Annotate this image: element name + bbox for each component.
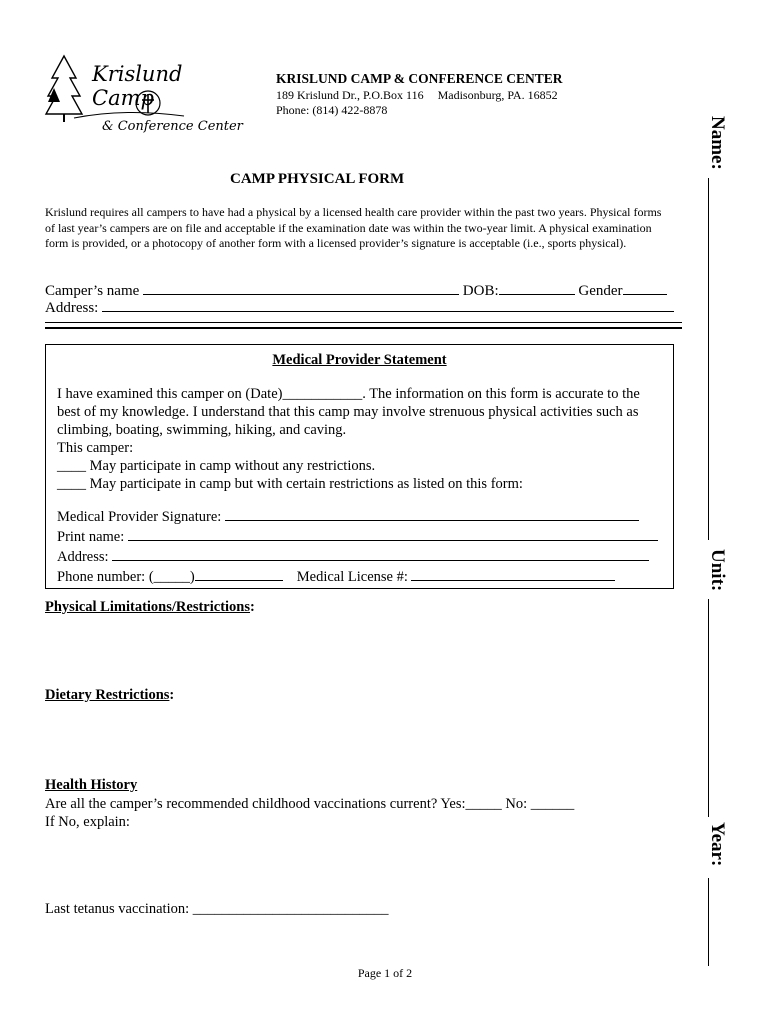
statement-line-1: I have examined this camper on (Date)___________. The information on this form is accurate to the	[57, 386, 640, 402]
statement-line-2: best of my knowledge. I understand that this camp may involve strenuous physical activities such as	[57, 404, 639, 420]
health-history-label: Health History	[45, 777, 138, 793]
city-address: Madisonburg, PA. 16852	[437, 88, 558, 102]
intro-paragraph: Krislund requires all campers to have had a physical by a licensed health care provider within the past two years. Physical forms of last year’s campers are on file and acceptable if the examination date was within the two-year limit. A physical examination form is provided, or a photocopy of another form with a licensed provider’s signature is acceptable (i.e., sports physical).	[45, 205, 662, 250]
print-name-field[interactable]	[128, 526, 658, 541]
side-name-label: Name:	[707, 116, 728, 170]
print-name-row	[57, 526, 669, 546]
address-field[interactable]	[102, 297, 674, 312]
dietary-restrictions-label: Dietary Restrictions	[45, 687, 170, 703]
page-number: Page 1 of 2	[357, 966, 413, 980]
license-field[interactable]	[411, 566, 615, 581]
license-label: Medical License #:	[296, 569, 408, 585]
vaccination-question[interactable]: Are all the camper’s recommended childhood vaccinations current? Yes:_____ No: ______	[45, 796, 575, 812]
provider-address-label: Address:	[57, 549, 109, 565]
gender-label: Gender	[578, 283, 623, 299]
health-history-text	[45, 795, 574, 831]
health-history-heading	[45, 777, 137, 794]
divider-thin	[45, 322, 682, 323]
camp-logo	[44, 48, 244, 143]
dob-field[interactable]	[499, 280, 575, 295]
side-name-line[interactable]	[708, 178, 709, 540]
option-no-restrictions[interactable]: ____ May participate in camp without any restrictions.	[57, 458, 376, 474]
address-label: Address:	[45, 300, 99, 316]
provider-signature-block	[57, 506, 669, 586]
phone-license-row	[57, 566, 669, 586]
tetanus-vaccination-field[interactable]: Last tetanus vaccination: ___________________________	[45, 901, 389, 917]
organization-name: KRISLUND CAMP & CONFERENCE CENTER	[276, 71, 563, 86]
divider-thick	[45, 327, 682, 329]
provider-statement-title: Medical Provider Statement	[272, 352, 447, 368]
statement-line-4: This camper:	[57, 440, 134, 456]
gender-field[interactable]	[623, 280, 667, 295]
signature-row	[57, 506, 669, 526]
logo-text-line1: Krislund Camp	[92, 62, 183, 110]
statement-line-3: climbing, boating, swimming, hiking, and caving.	[57, 422, 347, 438]
side-unit-label: Unit:	[707, 549, 728, 592]
street-address: 189 Krislund Dr., P.O.Box 116	[276, 88, 424, 102]
physical-limitations-heading: Physical Limitations/Restrictions:	[45, 599, 255, 615]
side-unit-line[interactable]	[708, 599, 709, 817]
dietary-restrictions-heading: Dietary Restrictions:	[45, 687, 175, 703]
option-with-restrictions[interactable]: ____ May participate in camp but with certain restrictions as listed on this form:	[57, 476, 523, 492]
phone-label: Phone number: (_____)	[57, 569, 195, 585]
campers-name-field[interactable]	[143, 280, 459, 295]
provider-address-row	[57, 546, 669, 566]
side-year-line[interactable]	[708, 878, 709, 966]
dob-label: DOB:	[462, 283, 499, 299]
signature-field[interactable]	[225, 506, 639, 521]
signature-label: Medical Provider Signature:	[57, 509, 222, 525]
form-title: CAMP PHYSICAL FORM	[230, 171, 405, 187]
print-name-label: Print name:	[57, 529, 125, 545]
if-no-explain-label: If No, explain:	[45, 814, 130, 830]
physical-limitations-label: Physical Limitations/Restrictions	[45, 599, 251, 615]
camper-address-row	[45, 297, 680, 317]
logo-text-line2: & Conference Center	[102, 119, 243, 134]
campers-name-label: Camper’s name	[45, 283, 140, 299]
medical-provider-statement-box	[45, 344, 674, 589]
provider-address-field[interactable]	[112, 546, 649, 561]
side-year-label: Year:	[707, 822, 728, 867]
phone-field[interactable]	[195, 566, 283, 581]
provider-statement-text	[57, 385, 669, 493]
organization-address	[276, 88, 558, 103]
organization-phone: Phone: (814) 422-8878	[276, 103, 388, 117]
